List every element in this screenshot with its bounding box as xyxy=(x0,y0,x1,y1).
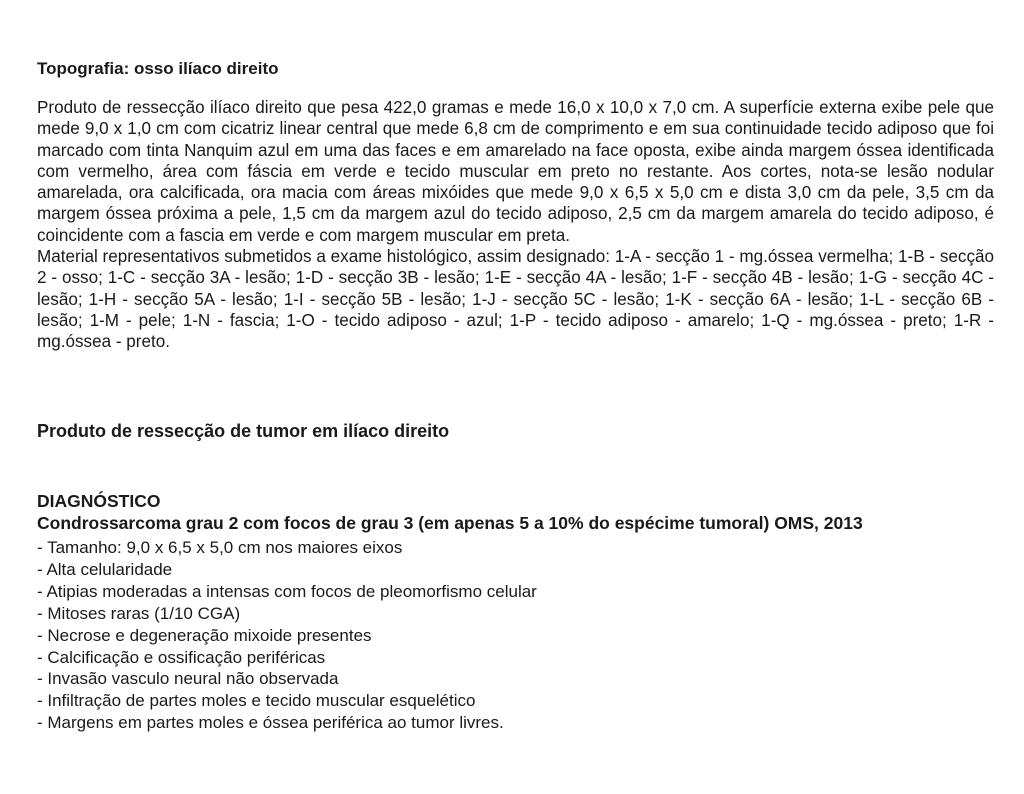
finding-item: - Tamanho: 9,0 x 6,5 x 5,0 cm nos maiores eixos xyxy=(37,538,403,557)
finding-item: - Mitoses raras (1/10 CGA) xyxy=(37,603,241,623)
diagnosis-title: Condrossarcoma grau 2 com focos de grau 3 (em apenas 5 a 10% do espécime tumoral) OMS, 2013 xyxy=(37,513,863,533)
description-paragraph-1: Produto de ressecção ilíaco direito que pesa 422,0 gramas e mede 16,0 x 10,0 x 7,0 cm. A superfície externa exibe pele que mede 9,0 x 1,0 cm com cicatriz linear central que mede 6,8 cm de comprimento e em sua continuidade tecido adiposo que foi marcado com tinta Nanquim azul em uma das faces e em amarelado na face oposta, exibe ainda margem óssea identificada com vermelho, área com fáscia em verde e tecido muscular em preto no restante. Aos cortes, nota-se lesão nodular amarelada, ora calcificada, ora macia com áreas mixóides que mede 9,0 x 6,5 x 5,0 cm e dista 3,0 cm da pele, 3,5 cm da margem óssea próxima a pele, 1,5 cm da margem azul do tecido adiposo, 2,5 cm da margem amarela do tecido adiposo, é coincidente com a fascia em verde e com margem muscular em preta. xyxy=(37,98,994,245)
finding-item: - Infiltração de partes moles e tecido muscular esquelético xyxy=(37,691,476,711)
specimen-title: Produto de ressecção de tumor em ilíaco direito xyxy=(37,421,450,441)
finding-item: - Invasão vasculo neural não observada xyxy=(37,669,339,689)
finding-item: - Necrose e degeneração mixoide presentes xyxy=(37,625,372,645)
finding-item: - Calcificação e ossificação periféricas xyxy=(37,647,326,667)
diagnosis-findings-list xyxy=(37,537,537,734)
finding-item: - Alta celularidade xyxy=(37,559,173,579)
finding-item: - Margens em partes moles e óssea periférica ao tumor livres. xyxy=(37,713,504,733)
description-paragraph-2: Material representativos submetidos a exame histológico, assim designado: 1-A - secção 1 - mg.óssea vermelha; 1-B - secção 2 - osso; 1-C - secção 3A - lesão; 1-D - secção 3B - lesão; 1-E - secção 4A - lesão; 1-F - secção 4B - lesão; 1-G - secção 4C - lesão; 1-H - secção 5A - lesão; 1-I - secção 5B - lesão; 1-J - secção 5C - lesão; 1-K - secção 6A - lesão; 1-L - secção 6B - lesão; 1-M - pele; 1-N - fascia; 1-O - tecido adiposo - azul; 1-P - tecido adiposo - amarelo; 1-Q - mg.óssea - preto; 1-R - mg.óssea - preto. xyxy=(37,247,994,352)
macroscopic-description xyxy=(37,97,994,353)
diagnosis-heading: DIAGNÓSTICO xyxy=(37,491,161,511)
finding-item: - Atipias moderadas a intensas com focos de pleomorfismo celular xyxy=(37,581,537,601)
topography-heading: Topografia: osso ilíaco direito xyxy=(37,59,279,78)
